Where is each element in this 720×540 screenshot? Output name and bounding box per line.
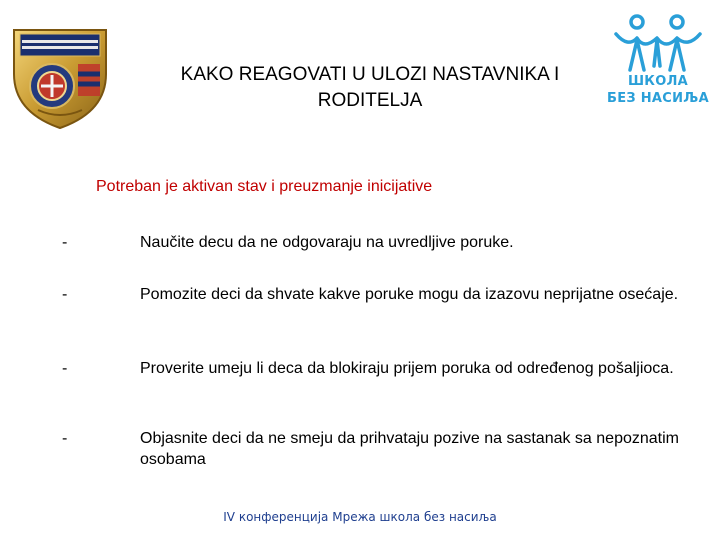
title-line2: RODITELJA bbox=[317, 90, 423, 111]
title-line1: KAKO REAGOVATI U ULOZI NASTAVNIKA I bbox=[180, 64, 560, 85]
list-item-text: Pomozite deci da shvate kakve poruke mogu da izazovu neprijatne osećaje. bbox=[140, 286, 679, 303]
subtitle: Potreban je aktivan stav i preuzmanje inicijative bbox=[96, 178, 433, 195]
dash-marker: - bbox=[62, 286, 68, 303]
dash-marker: - bbox=[62, 430, 68, 447]
page-title bbox=[150, 62, 590, 114]
ministry-badge-icon bbox=[8, 12, 112, 130]
list-item-text: Objasnite deci da ne smeju da prihvataju pozive na sastanak sa nepoznatim osobama bbox=[140, 430, 679, 468]
dash-marker: - bbox=[62, 360, 68, 377]
children-figures-icon bbox=[604, 8, 712, 72]
list-item-text: Naučite decu da ne odgovaraju na uvredljive poruke. bbox=[140, 234, 514, 251]
logo-line2: БЕЗ НАСИЉА bbox=[607, 91, 709, 106]
skola-bez-nasilja-logo bbox=[604, 8, 712, 108]
list-item-text: Proverite umeju li deca da blokiraju prijem poruka od određenog pošaljioca. bbox=[140, 360, 674, 377]
footer-conference-text: IV конференција Мрежа школа без насиља bbox=[223, 510, 497, 524]
dash-marker: - bbox=[62, 234, 68, 251]
logo-line1: ШКОЛА bbox=[627, 74, 689, 89]
